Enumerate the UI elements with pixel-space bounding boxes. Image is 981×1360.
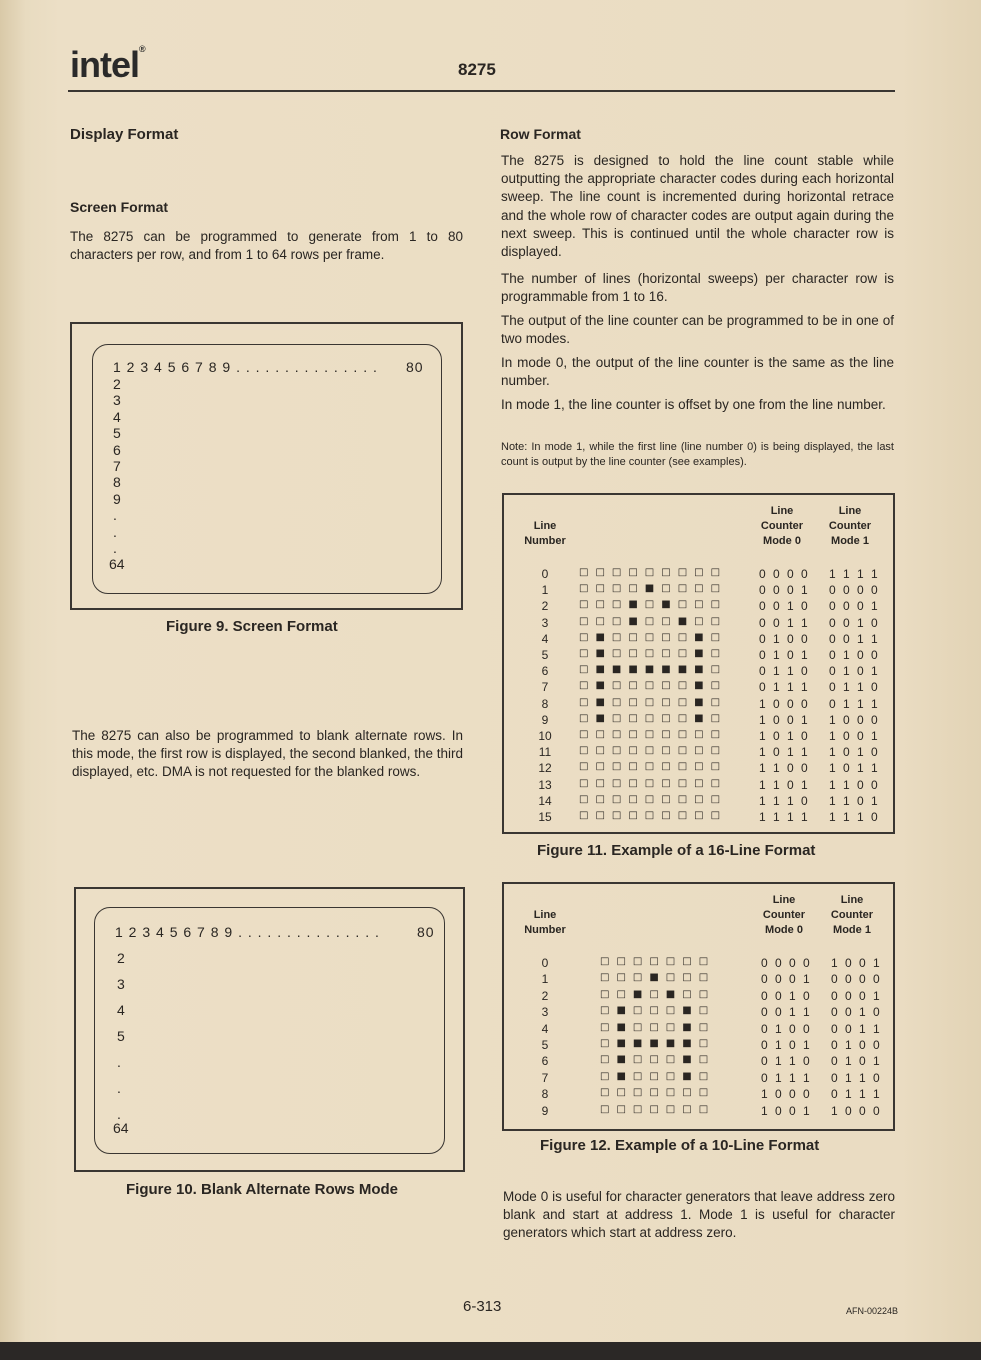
fig11-line-number: 11 xyxy=(538,745,552,760)
fig10-row-label: . xyxy=(117,1054,121,1070)
row-format-heading: Row Format xyxy=(500,126,581,142)
figure-9-screen xyxy=(92,344,442,594)
fig12-mode1-count: 0 1 1 1 xyxy=(831,1087,882,1102)
fig9-row-label: . xyxy=(113,507,117,524)
fig12-dot-pattern: □■□□□■□ xyxy=(600,1054,716,1066)
fig11-mode0-count: 0 0 0 0 xyxy=(759,567,810,581)
fig12-header-line-number: Line Number xyxy=(524,909,566,936)
fig11-dot-pattern: □■□□□□□■□ xyxy=(579,696,728,708)
fig11-line-number: 6 xyxy=(541,664,549,679)
fig11-dot-pattern: □□□■□■□□□ xyxy=(579,599,728,611)
fig11-dot-pattern: □□□□□□□□□ xyxy=(579,810,728,821)
fig11-mode0-count: 1 1 0 0 xyxy=(759,761,810,776)
fig12-mode0-count: 0 1 0 1 xyxy=(761,1038,812,1052)
fig11-mode1-count: 1 0 1 0 xyxy=(829,745,880,760)
fig12-line-number: 1 xyxy=(541,972,549,987)
fig12-mode0-count: 0 0 0 1 xyxy=(761,972,812,987)
fig11-header-line-number: Line Number xyxy=(524,520,566,547)
fig12-dot-pattern: □□□□□□□ xyxy=(600,1103,716,1115)
fig12-line-number: 6 xyxy=(541,1054,549,1069)
fig10-row-label: 5 xyxy=(117,1028,125,1044)
fig12-line-number: 7 xyxy=(541,1070,549,1085)
fig11-mode1-count: 0 1 1 0 xyxy=(829,680,880,695)
fig11-dot-pattern: □□□□■□□□□ xyxy=(579,583,728,595)
fig11-line-number: 0 xyxy=(541,567,549,581)
fig12-mode1-count: 0 0 1 1 xyxy=(831,1021,882,1036)
fig11-table-row xyxy=(504,648,894,664)
fig12-mode1-count: 0 0 0 0 xyxy=(831,972,882,987)
figure-12-frame xyxy=(502,882,895,1131)
fig11-mode1-count: 0 0 0 0 xyxy=(829,583,880,598)
fig12-mode0-count: 1 0 0 0 xyxy=(761,1087,812,1102)
fig12-dot-pattern: □■□□□■□ xyxy=(600,1070,716,1082)
figure-12-caption: Figure 12. Example of a 10-Line Format xyxy=(540,1137,820,1154)
fig9-row-label: 2 xyxy=(113,376,121,392)
page-number: 6-313 xyxy=(463,1298,502,1315)
fig11-table-row xyxy=(504,632,894,648)
fig12-dot-pattern: □□■□■□□ xyxy=(600,988,716,1000)
page-title: 8275 xyxy=(458,60,496,79)
fig9-row-label: 4 xyxy=(113,408,121,425)
fig11-mode1-count: 1 1 1 0 xyxy=(829,810,880,824)
fig12-header-mode0: Line Counter Mode 0 xyxy=(762,894,806,936)
fig9-row-label: 6 xyxy=(113,441,121,458)
fig10-row-label: . xyxy=(117,1106,121,1122)
document-code: AFN-00224B xyxy=(846,1306,899,1316)
fig12-header-mode1: Line Counter Mode 1 xyxy=(830,894,874,936)
fig12-line-number: 8 xyxy=(541,1087,549,1102)
fig9-top-line-end: 80 xyxy=(406,359,424,375)
blank-rows-paragraph: The 8275 can also be programmed to blank alternate rows. In this mode, the first row is displayed, the second blanked, the third displayed, etc. DMA is not requested for the blanked rows. xyxy=(72,728,463,780)
fig12-table-row xyxy=(504,1071,894,1087)
fig12-mode0-count: 0 0 1 1 xyxy=(761,1005,812,1020)
row-format-note: Note: In mode 1, while the first line (line number 0) is being displayed, the last count is output by the line counter (see examples). xyxy=(501,441,894,468)
fig12-dot-pattern: □□□□□□□ xyxy=(600,1087,716,1099)
fig9-row-label: 9 xyxy=(113,490,121,507)
figure-11-caption: Figure 11. Example of a 16-Line Format xyxy=(537,842,816,859)
fig11-line-number: 12 xyxy=(538,761,552,776)
fig11-mode1-count: 0 1 1 1 xyxy=(829,696,880,711)
row-format-paragraph-2: The number of lines (horizontal sweeps) per character row is programmable from 1 to 16. xyxy=(501,271,894,305)
fig11-table-row xyxy=(504,664,894,680)
fig11-table-row xyxy=(504,761,894,777)
figure-10-screen xyxy=(94,907,445,1154)
fig11-mode1-count: 1 1 1 1 xyxy=(829,567,880,581)
fig12-mode0-count: 0 0 1 0 xyxy=(761,988,812,1003)
scan-edge xyxy=(0,1342,981,1360)
fig11-header-mode0: Line Counter Mode 0 xyxy=(760,505,804,547)
fig11-mode1-count: 0 0 1 1 xyxy=(829,631,880,646)
fig12-table-row xyxy=(504,1087,894,1103)
fig11-mode1-count: 1 0 0 0 xyxy=(829,712,880,727)
fig11-line-number: 3 xyxy=(541,615,549,630)
fig12-mode1-count: 0 1 1 0 xyxy=(831,1070,882,1085)
screen-format-heading: Screen Format xyxy=(70,199,169,215)
fig11-table-row xyxy=(504,713,894,729)
fig11-line-number: 4 xyxy=(541,631,549,646)
fig12-mode1-count: 0 1 0 1 xyxy=(831,1054,882,1069)
fig11-mode1-count: 0 1 0 0 xyxy=(829,648,880,662)
fig11-mode0-count: 1 1 0 1 xyxy=(759,777,810,792)
figure-11-frame xyxy=(502,493,895,834)
fig10-row-label: 4 xyxy=(117,1002,125,1018)
fig11-dot-pattern: □□□□□□□□□ xyxy=(579,777,728,789)
fig11-header-mode1: Line Counter Mode 1 xyxy=(828,505,872,547)
fig11-table-row xyxy=(504,745,894,761)
closing-paragraph: Mode 0 is useful for character generators that leave address zero blank and start at address 1. Mode 1 is useful for character generators which start at address zero. xyxy=(503,1189,895,1241)
fig9-row-label: . xyxy=(113,540,117,556)
fig11-line-number: 10 xyxy=(538,729,552,743)
fig12-line-number: 4 xyxy=(541,1021,549,1036)
fig12-table-row xyxy=(504,972,894,988)
header-rule xyxy=(68,90,895,92)
fig12-mode0-count: 0 1 1 0 xyxy=(761,1054,812,1069)
fig11-table-row xyxy=(504,697,894,713)
fig12-mode0-count: 1 0 0 1 xyxy=(761,1103,812,1118)
fig12-table-row xyxy=(504,1005,894,1021)
fig11-table-row xyxy=(504,599,894,615)
fig9-row-label: 5 xyxy=(113,425,121,442)
fig9-row-label: 3 xyxy=(113,392,121,409)
fig11-mode0-count: 0 1 0 0 xyxy=(759,631,810,646)
fig11-mode1-count: 0 0 0 1 xyxy=(829,599,880,614)
row-format-paragraph-5: In mode 1, the line counter is offset by one from the line number. xyxy=(501,397,886,412)
fig12-dot-pattern: □□□■□□□ xyxy=(600,972,716,984)
fig11-line-number: 13 xyxy=(538,777,552,792)
fig12-mode0-count: 0 1 1 1 xyxy=(761,1070,812,1085)
fig11-mode0-count: 0 0 1 1 xyxy=(759,615,810,630)
fig12-line-number: 2 xyxy=(541,988,549,1003)
row-format-paragraph-4: In mode 0, the output of the line counter is the same as the line number. xyxy=(501,355,894,389)
fig11-mode1-count: 0 0 1 0 xyxy=(829,615,880,630)
fig12-mode0-count: 0 1 0 0 xyxy=(761,1021,812,1036)
fig10-top-line-end: 80 xyxy=(417,924,435,940)
row-format-paragraph-1: The 8275 is designed to hold the line count stable while outputting the appropriate character codes during each horizontal sweep. The line count is incremented during horizontal retrace and the whole row of character codes are output again during the next sweep. This is continued until the whole character row is displayed. xyxy=(501,153,894,260)
fig12-mode1-count: 1 0 0 1 xyxy=(831,956,882,970)
fig11-line-number: 7 xyxy=(541,680,549,695)
fig11-mode0-count: 0 1 0 1 xyxy=(759,648,810,662)
fig11-mode0-count: 1 0 0 1 xyxy=(759,712,810,727)
fig12-line-number: 9 xyxy=(541,1103,549,1118)
display-format-heading: Display Format xyxy=(70,126,179,143)
screen-format-paragraph: The 8275 can be programmed to generate from 1 to 80 characters per row, and from 1 to 64 rows per frame. xyxy=(70,229,463,263)
fig11-mode1-count: 1 1 0 0 xyxy=(829,777,880,792)
fig11-dot-pattern: □■□□□□□■□ xyxy=(579,712,728,724)
intel-logo: intel® xyxy=(70,44,145,85)
fig11-mode1-count: 0 1 0 1 xyxy=(829,664,880,679)
fig11-mode1-count: 1 0 1 1 xyxy=(829,761,880,776)
fig11-table-row xyxy=(504,794,894,810)
fig11-line-number: 8 xyxy=(541,696,549,711)
figure-9-caption: Figure 9. Screen Format xyxy=(166,618,338,635)
fig9-row-label: . xyxy=(113,523,117,540)
fig12-line-number: 5 xyxy=(541,1038,549,1052)
fig11-dot-pattern: □□□□□□□□□ xyxy=(579,793,728,805)
fig10-row-label: 2 xyxy=(117,950,125,966)
fig11-mode0-count: 0 0 0 1 xyxy=(759,583,810,598)
fig12-line-number: 0 xyxy=(541,956,549,970)
fig12-table-row xyxy=(504,989,894,1005)
fig11-dot-pattern: □■■■■■■■□ xyxy=(579,664,728,676)
fig11-line-number: 2 xyxy=(541,599,549,614)
row-format-paragraph-3: The output of the line counter can be programmed to be in one of two modes. xyxy=(501,313,894,347)
fig9-row-label: 8 xyxy=(113,474,121,491)
figure-10-frame xyxy=(74,887,465,1172)
fig10-top-line: 1 2 3 4 5 6 7 8 9 . . . . . . . . . . . . . . . xyxy=(115,924,380,940)
fig10-row-label: . xyxy=(117,1080,121,1096)
fig11-line-number: 1 xyxy=(541,583,549,598)
fig11-line-number: 9 xyxy=(541,712,549,727)
figure-10-caption: Figure 10. Blank Alternate Rows Mode xyxy=(126,1181,398,1198)
fig11-dot-pattern: □□□□□□□□□ xyxy=(579,761,728,773)
fig11-mode0-count: 1 0 0 0 xyxy=(759,696,810,711)
fig11-mode0-count: 1 0 1 1 xyxy=(759,745,810,760)
fig10-row-label: 3 xyxy=(117,976,125,992)
fig12-mode1-count: 0 1 0 0 xyxy=(831,1038,882,1052)
fig12-table-row xyxy=(504,1104,894,1120)
fig9-last-row: 64 xyxy=(109,556,125,572)
fig11-dot-pattern: □■□□□□□■□ xyxy=(579,680,728,692)
fig11-mode0-count: 1 0 1 0 xyxy=(759,729,810,743)
fig11-table-row xyxy=(504,778,894,794)
fig12-table-row xyxy=(504,1022,894,1038)
fig11-mode1-count: 1 1 0 1 xyxy=(829,793,880,808)
fig11-mode0-count: 0 0 1 0 xyxy=(759,599,810,614)
fig11-line-number: 15 xyxy=(538,810,552,824)
fig12-table-row xyxy=(504,1038,894,1054)
fig11-line-number: 14 xyxy=(538,793,552,808)
fig12-mode1-count: 0 0 1 0 xyxy=(831,1005,882,1020)
fig11-mode0-count: 0 1 1 1 xyxy=(759,680,810,695)
fig11-dot-pattern: □□□□□□□□□ xyxy=(579,745,728,757)
fig11-dot-pattern: □□□■□□■□□ xyxy=(579,615,728,627)
fig12-dot-pattern: □■□□□■□ xyxy=(600,1005,716,1017)
fig12-table-row xyxy=(504,956,894,972)
fig11-dot-pattern: □□□□□□□□□ xyxy=(579,729,728,740)
fig12-dot-pattern: □■■■■■□ xyxy=(600,1038,716,1049)
fig12-mode1-count: 1 0 0 0 xyxy=(831,1103,882,1118)
fig9-top-line: 1 2 3 4 5 6 7 8 9 . . . . . . . . . . . . . . . xyxy=(113,359,378,375)
fig11-table-row xyxy=(504,680,894,696)
fig11-dot-pattern: □■□□□□□■□ xyxy=(579,631,728,643)
fig11-line-number: 5 xyxy=(541,648,549,662)
fig11-mode1-count: 1 0 0 1 xyxy=(829,729,880,743)
fig12-dot-pattern: □□□□□□□ xyxy=(600,956,716,967)
fig11-table-row xyxy=(504,616,894,632)
fig10-last-row: 64 xyxy=(113,1120,129,1136)
fig12-mode1-count: 0 0 0 1 xyxy=(831,988,882,1003)
fig11-dot-pattern: □■□□□□□■□ xyxy=(579,648,728,659)
fig12-dot-pattern: □■□□□■□ xyxy=(600,1021,716,1033)
fig12-table-row xyxy=(504,1054,894,1070)
fig11-mode0-count: 1 1 1 1 xyxy=(759,810,810,824)
fig11-table-row xyxy=(504,567,894,583)
fig11-dot-pattern: □□□□□□□□□ xyxy=(579,567,728,578)
figure-9-frame xyxy=(70,322,463,610)
fig11-table-row xyxy=(504,729,894,745)
fig11-mode0-count: 1 1 1 0 xyxy=(759,793,810,808)
fig11-mode0-count: 0 1 1 0 xyxy=(759,664,810,679)
fig11-table-row xyxy=(504,810,894,826)
fig11-table-row xyxy=(504,583,894,599)
fig9-row-label: 7 xyxy=(113,458,121,474)
fig12-mode0-count: 0 0 0 0 xyxy=(761,956,812,970)
fig12-line-number: 3 xyxy=(541,1005,549,1020)
